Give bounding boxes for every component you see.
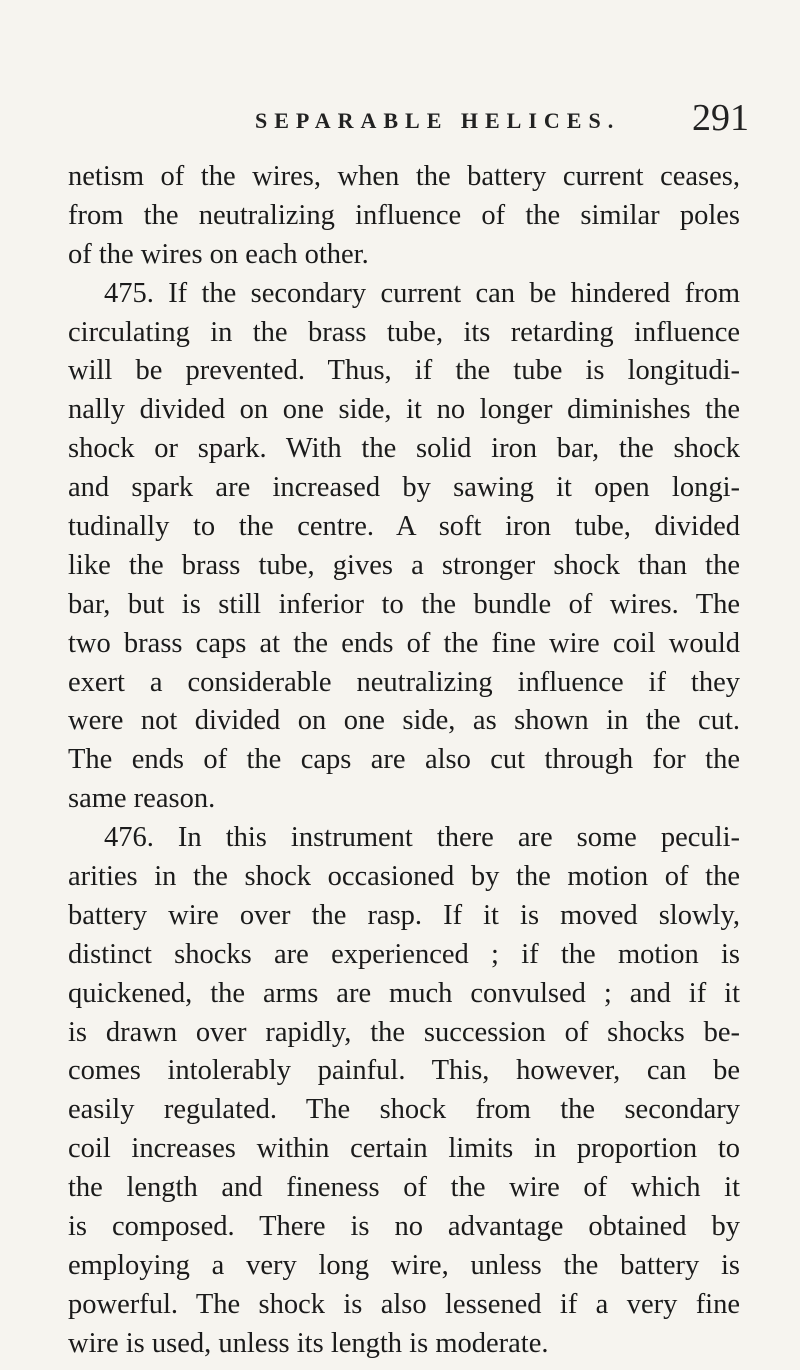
page-number: 291 (692, 97, 749, 139)
text-line: easily regulated. The shock from the secondary (68, 1094, 740, 1126)
text-line: exert a considerable neutralizing influence if they (68, 666, 740, 698)
text-line: coil increases within certain limits in proportion to (68, 1133, 740, 1165)
text-line: of the wires on each other. (68, 238, 369, 270)
text-line: 476. In this instrument there are some peculi- (104, 822, 740, 854)
text-line: nally divided on one side, it no longer diminishes the (68, 394, 740, 426)
text-line: were not divided on one side, as shown in the cut. (68, 705, 740, 737)
text-line: two brass caps at the ends of the fine wire coil would (68, 627, 740, 659)
text-line: from the neutralizing influence of the similar poles (68, 199, 740, 231)
text-line: quickened, the arms are much convulsed ; and if it (68, 977, 740, 1009)
text-line: The ends of the caps are also cut through for the (68, 744, 740, 776)
text-line: wire is used, unless its length is moderate. (68, 1327, 549, 1359)
text-line: shock or spark. With the solid iron bar, the shock (68, 433, 740, 465)
text-line: arities in the shock occasioned by the motion of the (68, 861, 740, 893)
text-line: and spark are increased by sawing it open longi- (68, 472, 740, 504)
text-line: netism of the wires, when the battery current ceases, (68, 161, 740, 192)
text-line: is drawn over rapidly, the succession of shocks be- (68, 1016, 740, 1048)
text-line: distinct shocks are experienced ; if the motion is (68, 938, 740, 970)
text-line: is composed. There is no advantage obtained by (68, 1211, 740, 1243)
text-line: employing a very long wire, unless the battery is (68, 1249, 740, 1281)
text-line: like the brass tube, gives a stronger shock than the (68, 549, 740, 581)
text-line: same reason. (68, 783, 216, 815)
text-line: battery wire over the rasp. If it is moved slowly, (68, 899, 740, 931)
body-text (68, 158, 740, 1364)
text-line: powerful. The shock is also lessened if a very fine (68, 1288, 740, 1320)
text-line: the length and fineness of the wire of which it (68, 1172, 740, 1204)
text-line: will be prevented. Thus, if the tube is longitudi- (68, 355, 740, 387)
running-head: SEPARABLE HELICES. (255, 108, 621, 133)
text-line: 475. If the secondary current can be hindered from (104, 277, 740, 309)
text-line: tudinally to the centre. A soft iron tube, divided (68, 511, 740, 543)
text-line: bar, but is still inferior to the bundle of wires. The (68, 588, 740, 620)
text-line: circulating in the brass tube, its retarding influence (68, 316, 740, 348)
text-line: comes intolerably painful. This, however, can be (68, 1055, 740, 1087)
